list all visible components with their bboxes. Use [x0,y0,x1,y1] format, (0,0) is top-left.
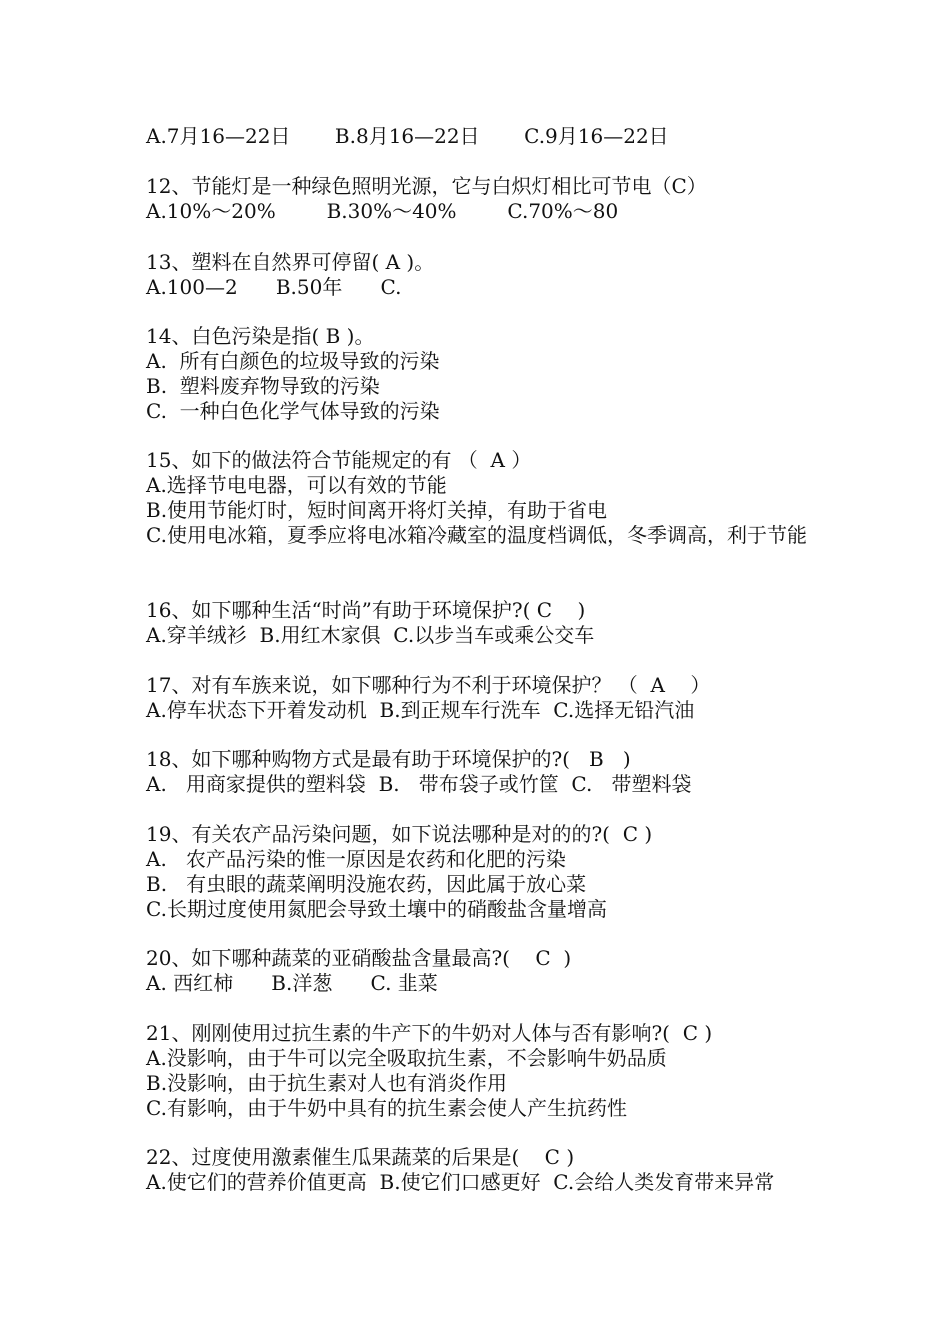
question-text: 19、有关农产品污染问题，如下说法哪种是对的的?( C ) [146,822,653,846]
question-21 [146,1021,826,1121]
answer-option: B.没影响，由于抗生素对人也有消炎作用 [146,1071,508,1095]
answer-option: A.穿羊绒衫 B.用红木家俱 C.以步当车或乘公交车 [146,623,595,647]
question-13 [146,250,826,300]
question-18 [146,747,826,797]
question-20 [146,946,826,996]
question-16 [146,598,826,648]
question-15 [146,448,826,548]
answer-option: A. 西红柿 B.洋葱 C. 韭菜 [146,971,438,995]
question-17 [146,673,826,723]
answer-option: A. 用商家提供的塑料袋 B. 带布袋子或竹筐 C. 带塑料袋 [146,772,692,796]
question-text: 17、对有车族来说，如下哪种行为不利于环境保护？ （ A ） [146,673,711,697]
question-22 [146,1145,826,1195]
answer-option: A.使它们的营养价值更高 B.使它们口感更好 C.会给人类发育带来异常 [146,1170,775,1194]
answer-option: B. 有虫眼的蔬菜阐明没施农药，因此属于放心菜 [146,872,587,896]
answer-option: C.长期过度使用氮肥会导致土壤中的硝酸盐含量增高 [146,897,607,921]
answer-option: A. 所有白颜色的垃圾导致的污染 [146,349,440,373]
answer-option: C. 一种白色化学气体导致的污染 [146,399,440,423]
question-text: 15、如下的做法符合节能规定的有 （ A ） [146,448,532,472]
answer-option: A. 农产品污染的惟一原因是农药和化肥的污染 [146,847,566,871]
answer-option: A.停车状态下开着发动机 B.到正规车行洗车 C.选择无铅汽油 [146,698,695,722]
question-text: 14、白色污染是指( B )。 [146,324,375,348]
answer-option: A.100—2 B.50年 C. [146,275,402,299]
question-text: 13、塑料在自然界可停留( A )。 [146,250,435,274]
question-19 [146,822,826,922]
answer-option: A.10%～20% B.30%～40% C.70%～80 [146,199,619,223]
answer-option: A.没影响，由于牛可以完全吸取抗生素，不会影响牛奶品质 [146,1046,667,1070]
answer-option: C.使用电冰箱，夏季应将电冰箱冷藏室的温度档调低，冬季调高，利于节能 [146,523,807,547]
answer-option: A.选择节电电器，可以有效的节能 [146,473,447,497]
question-12 [146,174,826,224]
answer-option: B. 塑料废弃物导致的污染 [146,374,380,398]
question-14 [146,324,826,424]
question-text: 16、如下哪种生活“时尚”有助于环境保护?( C ) [146,598,586,622]
answer-options-line: A.7月16—22日 B.8月16—22日 C.9月16—22日 [146,124,669,148]
question-text: 22、过度使用激素催生瓜果蔬菜的后果是( C ) [146,1145,575,1169]
question-text: 21、刚刚使用过抗生素的牛产下的牛奶对人体与否有影响?( C ) [146,1021,713,1045]
question-text: 18、如下哪种购物方式是最有助于环境保护的?( B ) [146,747,631,771]
answer-option: C.有影响，由于牛奶中具有的抗生素会使人产生抗药性 [146,1096,627,1120]
answer-option: B.使用节能灯时，短时间离开将灯关掉，有助于省电 [146,498,608,522]
question-text: 12、节能灯是一种绿色照明光源，它与白炽灯相比可节电（C） [146,174,707,198]
question-text: 20、如下哪种蔬菜的亚硝酸盐含量最高?( C ) [146,946,572,970]
